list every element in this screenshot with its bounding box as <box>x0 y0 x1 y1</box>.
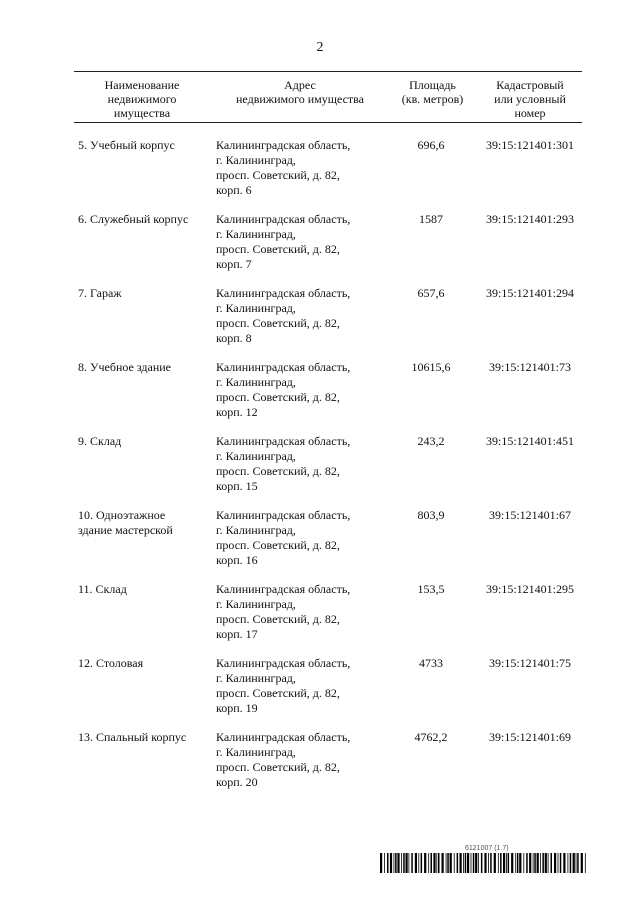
table-row <box>0 360 640 420</box>
header-address: Адрес недвижимого имущества <box>236 78 364 106</box>
row-address: Калининградская область, г. Калининград, просп. Советский, д. 82, корп. 16 <box>216 508 351 567</box>
table-row <box>0 212 640 272</box>
row-address: Калининградская область, г. Калининград, просп. Советский, д. 82, корп. 7 <box>216 212 351 271</box>
row-area: 4733 <box>419 656 443 670</box>
row-name: 13. Спальный корпус <box>78 730 187 744</box>
row-cadastral: 39:15:121401:294 <box>485 286 574 300</box>
barcode-image <box>380 853 587 873</box>
header-name: Наименование недвижимого имущества <box>104 78 180 120</box>
row-cadastral: 39:15:121401:451 <box>485 434 574 448</box>
row-name: 8. Учебное здание <box>78 360 171 374</box>
barcode-label: 6121007 (1.7) <box>465 845 509 852</box>
row-name: 9. Склад <box>78 434 122 448</box>
row-cadastral: 39:15:121401:67 <box>488 508 571 522</box>
table-row <box>0 138 640 198</box>
table-row <box>0 656 640 716</box>
row-name: 6. Служебный корпус <box>78 212 189 226</box>
row-cadastral: 39:15:121401:75 <box>488 656 571 670</box>
row-name: 10. Одноэтажное здание мастерской <box>78 508 173 537</box>
header-cadastral: Кадастровый или условный номер <box>494 78 566 120</box>
row-name: 5. Учебный корпус <box>78 138 175 152</box>
row-name: 12. Столовая <box>78 656 144 670</box>
table-row <box>0 730 640 790</box>
row-cadastral: 39:15:121401:301 <box>485 138 574 152</box>
row-address: Калининградская область, г. Калининград, просп. Советский, д. 82, корп. 15 <box>216 434 351 493</box>
row-area: 10615,6 <box>411 360 451 374</box>
row-name: 7. Гараж <box>78 286 122 300</box>
header-area: Площадь (кв. метров) <box>401 78 464 106</box>
row-address: Калининградская область, г. Калининград, просп. Советский, д. 82, корп. 6 <box>216 138 351 197</box>
table-row <box>0 582 640 642</box>
row-area: 1587 <box>419 212 443 226</box>
row-area: 243,2 <box>417 434 445 448</box>
table-row <box>0 508 640 568</box>
row-cadastral: 39:15:121401:73 <box>488 360 571 374</box>
row-cadastral: 39:15:121401:293 <box>485 212 574 226</box>
header-rule-bottom <box>74 122 582 123</box>
page-number: 2 <box>316 40 324 55</box>
row-area: 657,6 <box>417 286 445 300</box>
table-row <box>0 286 640 346</box>
row-address: Калининградская область, г. Калининград, просп. Советский, д. 82, корп. 19 <box>216 656 351 715</box>
table-row <box>0 434 640 494</box>
row-address: Калининградская область, г. Калининград, просп. Советский, д. 82, корп. 12 <box>216 360 351 419</box>
header-rule-top <box>74 71 582 72</box>
row-area: 696,6 <box>417 138 445 152</box>
row-address: Калининградская область, г. Калининград, просп. Советский, д. 82, корп. 17 <box>216 582 351 641</box>
row-address: Калининградская область, г. Калининград, просп. Советский, д. 82, корп. 8 <box>216 286 351 345</box>
row-name: 11. Склад <box>78 582 127 596</box>
row-cadastral: 39:15:121401:69 <box>488 730 571 744</box>
row-cadastral: 39:15:121401:295 <box>485 582 574 596</box>
row-area: 153,5 <box>417 582 445 596</box>
row-area: 4762,2 <box>414 730 448 744</box>
row-area: 803,9 <box>417 508 445 522</box>
row-address: Калининградская область, г. Калининград, просп. Советский, д. 82, корп. 20 <box>216 730 351 789</box>
